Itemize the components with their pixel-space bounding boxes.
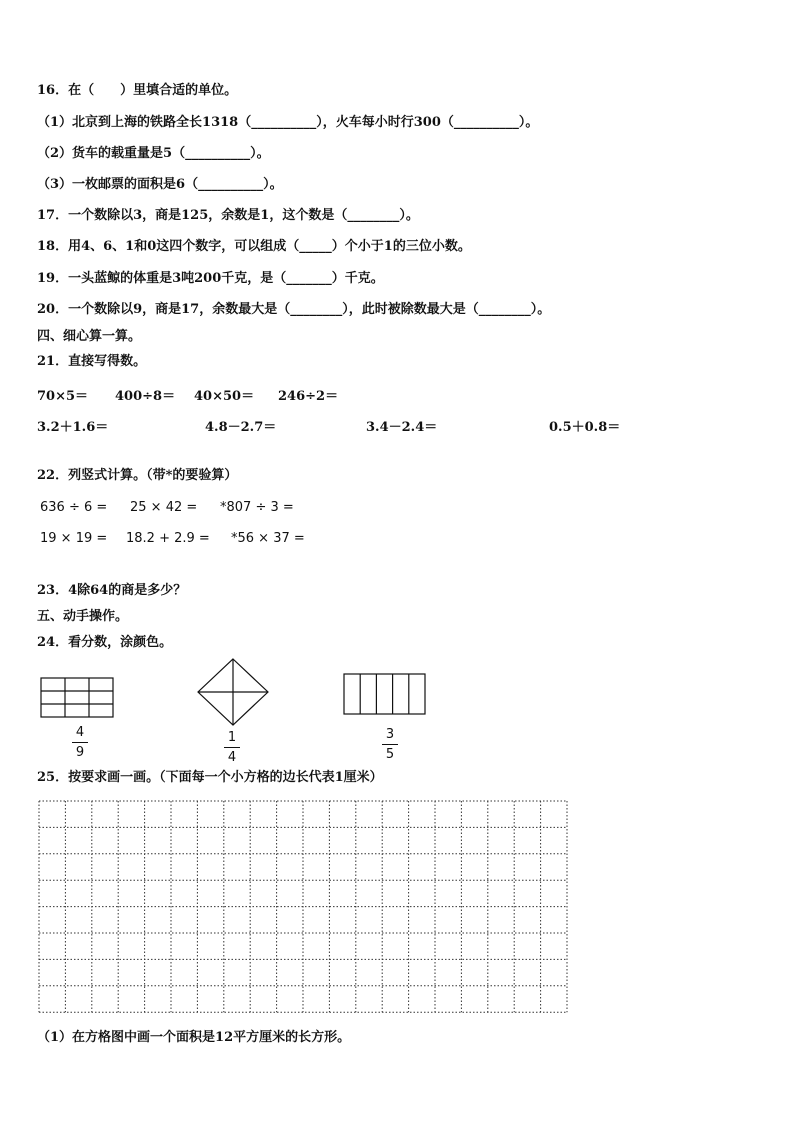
q21-expr: 70×5＝ [37, 389, 89, 404]
denominator: 4 [227, 750, 237, 765]
numerator: 1 [227, 730, 237, 745]
denominator: 5 [385, 747, 395, 762]
fraction-bar [224, 747, 240, 748]
q21-title: 21．直接写得数。 [37, 354, 147, 369]
q16-part2: （2）货车的载重量是5（__________）。 [37, 146, 270, 161]
q23-text: 23．4除64的商是多少？ [37, 583, 187, 598]
q22-title: 22．列竖式计算。（带*的要验算） [37, 468, 238, 483]
q22-expr: *56 × 37 = [231, 531, 305, 546]
q17-text: 17．一个数除以3，商是125，余数是1，这个数是（________）。 [37, 208, 419, 223]
numerator: 4 [75, 725, 85, 740]
fraction-label [375, 727, 405, 762]
q21-expr: 4.8－2.7＝ [205, 420, 277, 435]
q21-expr: 3.2＋1.6＝ [37, 420, 109, 435]
fraction-label [65, 725, 95, 760]
q21-expr: 40×50＝ [194, 389, 255, 404]
q25-part1: （1）在方格图中画一个面积是12平方厘米的长方形。 [37, 1030, 351, 1045]
q22-expr: 19 × 19 = [40, 531, 108, 546]
fraction-label [217, 730, 247, 765]
q21-expr: 0.5＋0.8＝ [549, 420, 621, 435]
q16-title: 16．在（ ）里填合适的单位。 [37, 83, 238, 98]
q16-part3: （3）一枚邮票的面积是6（__________）。 [37, 177, 283, 192]
square-grid [37, 799, 571, 1015]
q22-expr: *807 ÷ 3 = [220, 500, 294, 515]
q22-expr: 25 × 42 = [130, 500, 198, 515]
q21-expr: 400÷8＝ [115, 389, 176, 404]
numerator: 3 [385, 727, 395, 742]
q19-text: 19．一头蓝鲸的体重是3吨200千克，是（_______）千克。 [37, 271, 384, 286]
grid-rectangle-figure [40, 677, 116, 719]
fraction-bar [72, 742, 88, 743]
q21-expr: 3.4－2.4＝ [366, 420, 438, 435]
q21-expr: 246÷2＝ [278, 389, 339, 404]
q18-text: 18．用4、6、1和0这四个数字，可以组成（_____）个小于1的三位小数。 [37, 239, 471, 254]
q24-title: 24．看分数，涂颜色。 [37, 635, 173, 650]
fraction-bar [382, 744, 398, 745]
q22-expr: 636 ÷ 6 = [40, 500, 108, 515]
section-5-heading: 五、动手操作。 [37, 609, 129, 624]
section-4-heading: 四、细心算一算。 [37, 329, 142, 344]
q25-title: 25．按要求画一画。（下面每一个小方格的边长代表1厘米） [37, 770, 383, 785]
five-part-rectangle-figure [343, 673, 427, 716]
q22-expr: 18.2 + 2.9 = [126, 531, 210, 546]
q20-text: 20．一个数除以9，商是17，余数最大是（________），此时被除数最大是（________）。 [37, 302, 551, 317]
q16-part1: （1）北京到上海的铁路全长1318（__________），火车每小时行300（__________）。 [37, 115, 539, 130]
rhombus-figure [196, 657, 270, 727]
denominator: 9 [75, 745, 85, 760]
